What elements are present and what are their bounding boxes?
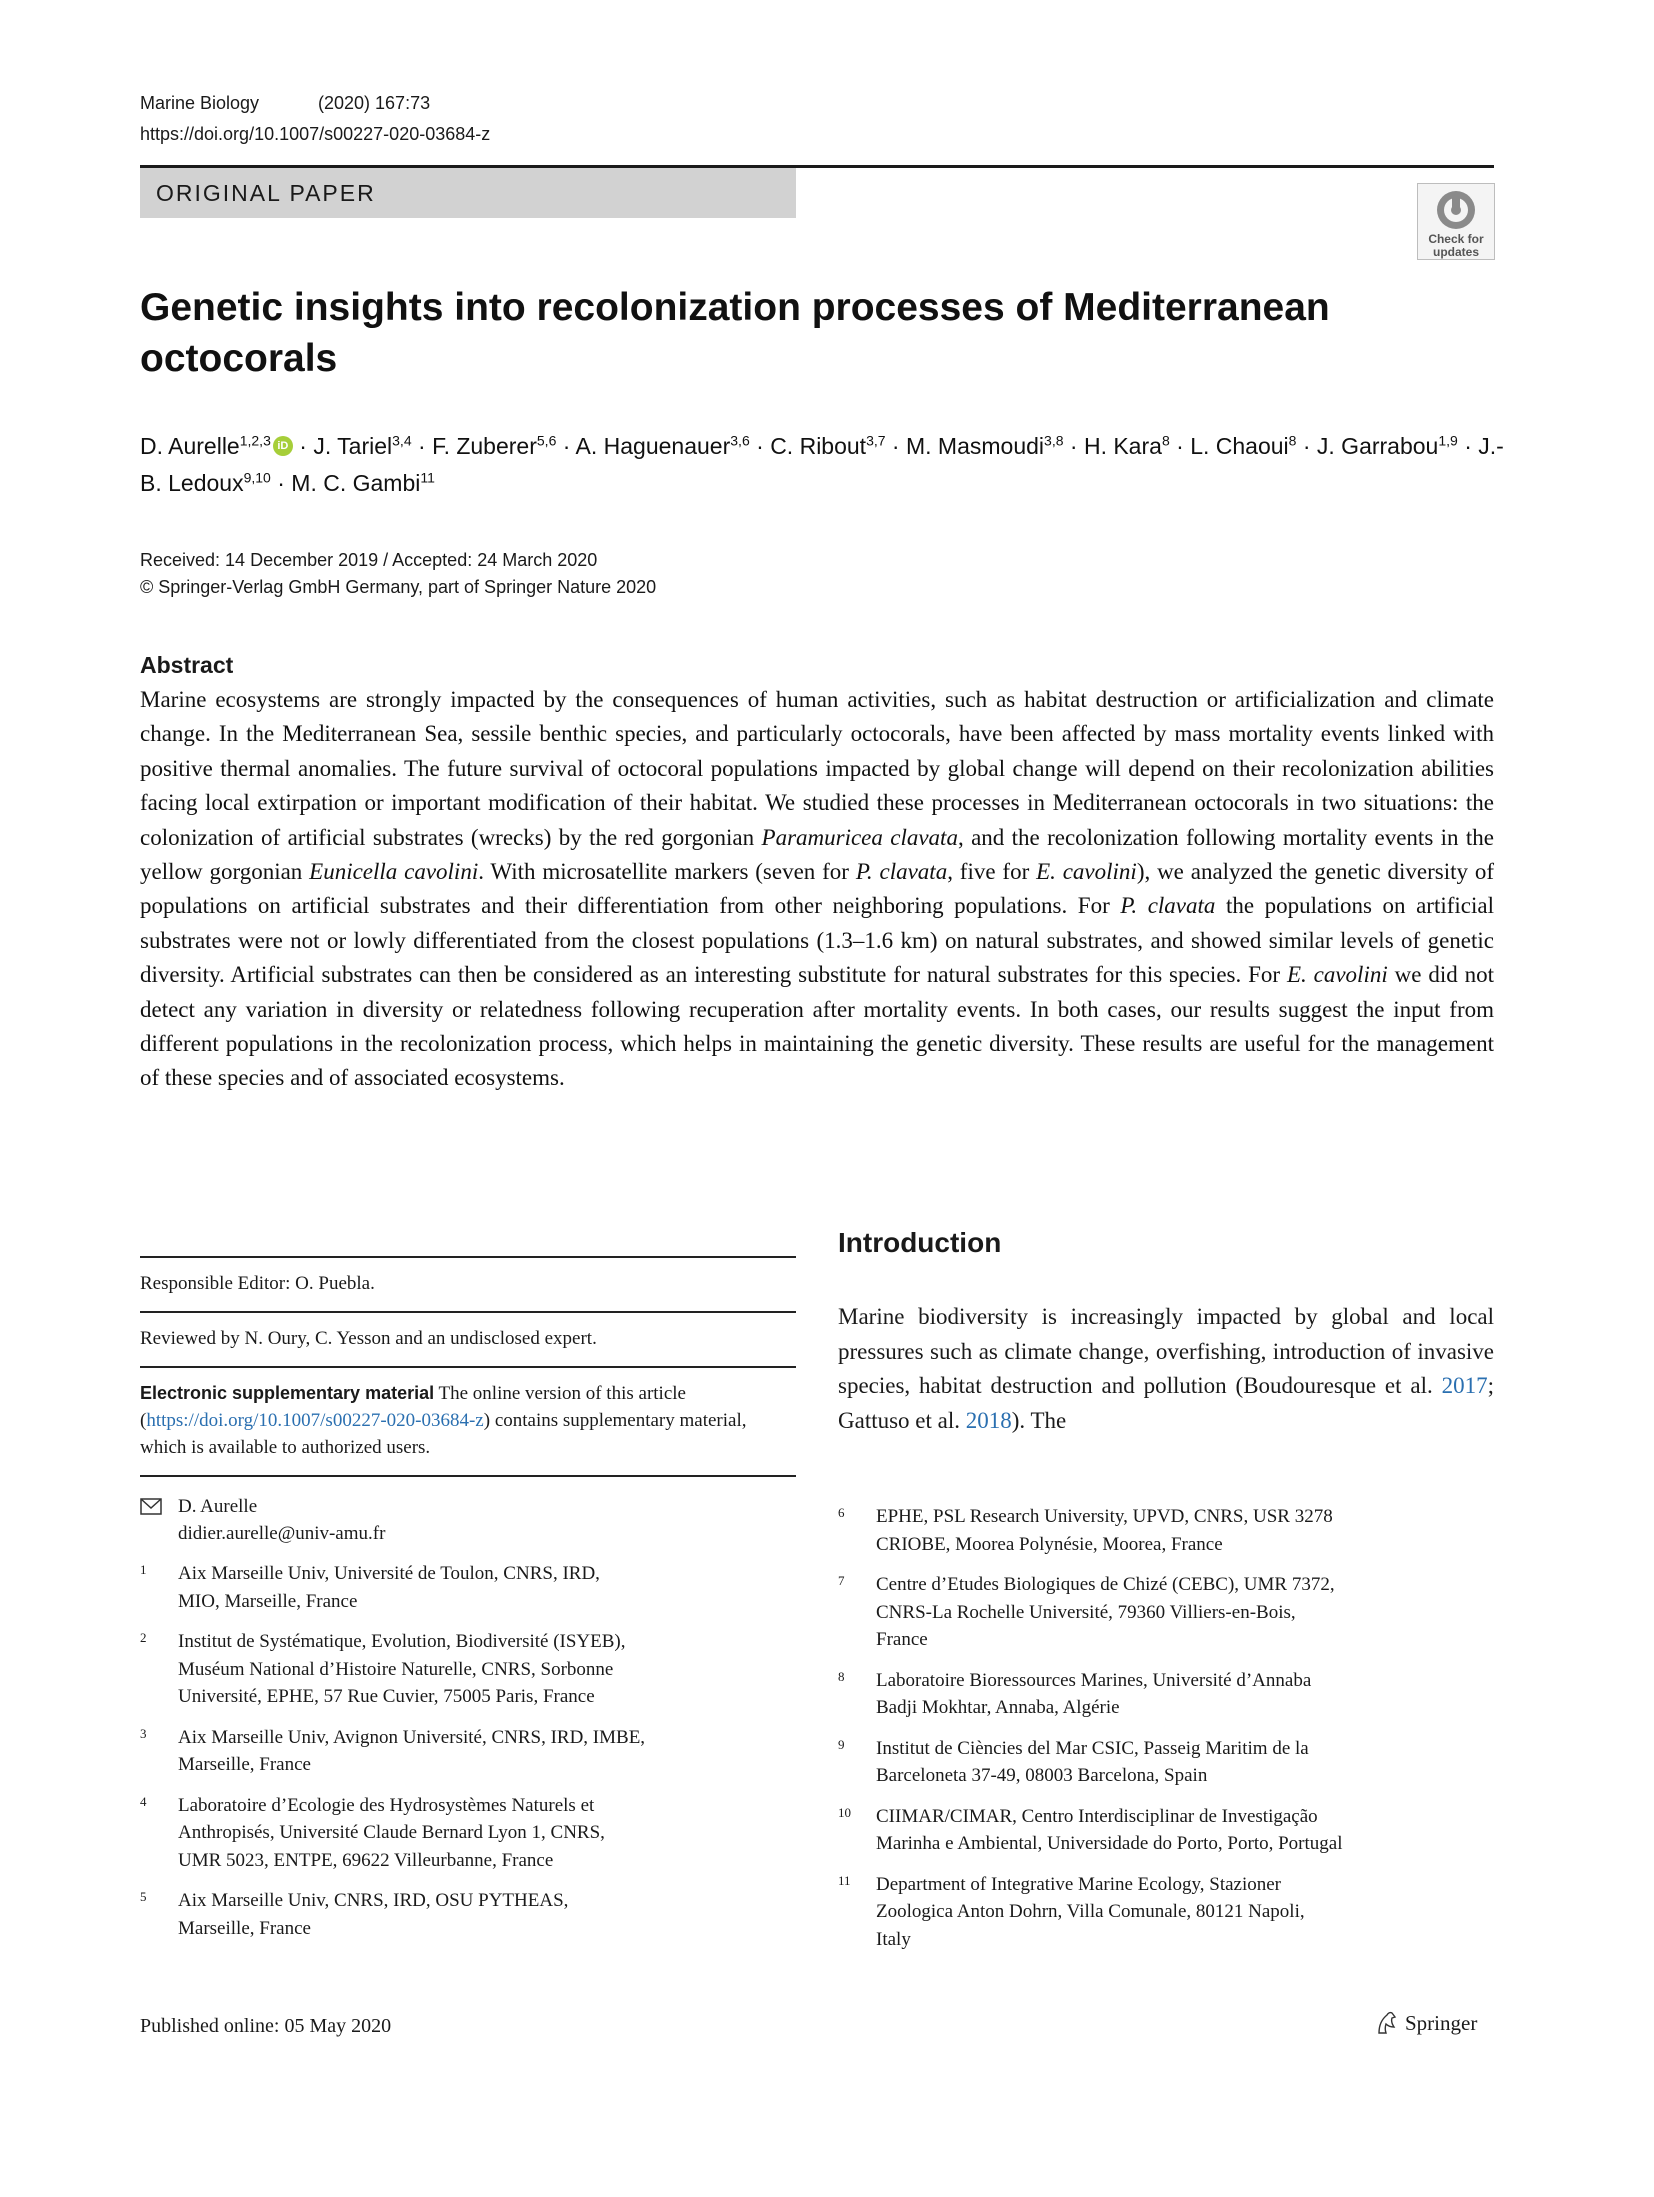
article-title: Genetic insights into recolonization processes of Mediterranean octocorals <box>140 286 1330 380</box>
affiliation <box>838 1571 1494 1654</box>
author-name[interactable]: H. Kara <box>1083 433 1162 459</box>
affiliation-line: Muséum National d’Histoire Naturelle, CNRS, Sorbonne <box>178 1658 614 1680</box>
author-separator: · <box>1169 433 1191 459</box>
affiliation <box>838 1871 1494 1954</box>
contact-email[interactable]: didier.aurelle@univ-amu.fr <box>178 1523 386 1544</box>
author-affiliation-refs: 3,6 <box>730 432 750 449</box>
affiliation <box>838 1803 1494 1858</box>
affiliation-line: Zoologica Anton Dohrn, Villa Comunale, 80121 Napoli, <box>876 1901 1305 1922</box>
affiliation-line: Anthropisés, Université Claude Bernard Lyon 1, CNRS, <box>178 1822 605 1843</box>
affiliation-line: Laboratoire d’Ecologie des Hydrosystèmes Naturels et <box>178 1794 595 1816</box>
left-column <box>140 1256 796 1942</box>
supplementary-material-note: Electronic supplementary material The online version of this article (https://doi.org/10.1007/s00227-020-03684-z) contains supplementary material, which is available to authorized users. <box>140 1383 747 1458</box>
abstract-heading: Abstract <box>140 652 234 678</box>
contact-name: D. Aurelle <box>178 1496 258 1517</box>
author-separator: · <box>411 433 433 459</box>
affiliation-number: 11 <box>838 1872 851 1888</box>
affiliation-number: 4 <box>140 1793 147 1809</box>
published-online: Published online: 05 May 2020 <box>140 2015 392 2037</box>
author-separator: · <box>1457 433 1479 459</box>
affiliation <box>140 1560 796 1615</box>
author-separator: · <box>885 433 906 459</box>
check-for-updates-icon <box>1435 189 1477 231</box>
author-name[interactable]: J. Garrabou <box>1316 433 1439 459</box>
journal-name: Marine Biology <box>140 93 260 113</box>
esm-label: Electronic supplementary material <box>140 1383 435 1403</box>
citation-link[interactable]: 2017 <box>1441 1373 1488 1398</box>
affiliation-line: Marseille, France <box>178 1917 311 1939</box>
affiliation-number: 3 <box>140 1725 147 1741</box>
affiliation-number: 1 <box>140 1562 147 1577</box>
journal-volume: (2020) 167:73 <box>318 93 431 113</box>
article-dates <box>140 547 656 601</box>
note-divider <box>140 1475 796 1477</box>
introduction-body: Marine biodiversity is increasingly impacted by global and local pressures such as climate change, overfishing, introduction of invasive species, habitat destruction and pollution (Boudouresque et al. 2017; Gattuso et al. 2018). The <box>838 1304 1494 1433</box>
affiliation <box>838 1667 1494 1722</box>
author-affiliation-refs: 3,7 <box>866 432 886 449</box>
affiliation-line: MIO, Marseille, France <box>178 1590 358 1612</box>
author-affiliation-refs: 8 <box>1288 432 1297 449</box>
author-name[interactable]: F. Zuberer <box>432 433 537 459</box>
affiliation-line: EPHE, PSL Research University, UPVD, CNRS, USR 3278 <box>876 1506 1333 1527</box>
citation-link[interactable]: 2018 <box>965 1407 1012 1433</box>
affiliation-number: 9 <box>838 1736 845 1752</box>
affiliation-number: 10 <box>838 1804 851 1820</box>
author-affiliation-refs: 5,6 <box>536 432 557 449</box>
author-separator: · <box>1296 433 1317 459</box>
affiliation <box>838 1735 1494 1790</box>
publisher-logo <box>1373 2008 1477 2038</box>
author-separator: · <box>270 470 292 496</box>
affiliation-line: Institut de Ciències del Mar CSIC, Passeig Maritim de la <box>876 1737 1309 1759</box>
author-name[interactable]: D. Aurelle <box>140 433 240 459</box>
author-affiliation-refs: 1,9 <box>1438 432 1458 449</box>
author-list <box>140 428 1520 502</box>
author-name[interactable]: L. Chaoui <box>1190 433 1289 459</box>
esm-link[interactable]: https://doi.org/10.1007/s00227-020-03684-z <box>146 1410 484 1431</box>
author-name[interactable]: J. Tariel <box>313 433 393 459</box>
author-name[interactable]: J.-B. Ledoux <box>140 433 1504 496</box>
affiliation <box>140 1792 796 1875</box>
affiliation-number: 7 <box>838 1573 845 1588</box>
author-affiliation-refs: 11 <box>420 469 435 486</box>
affiliation <box>838 1503 1494 1558</box>
affiliation-number: 2 <box>140 1630 147 1645</box>
copyright: © Springer-Verlag GmbH Germany, part of Springer Nature 2020 <box>140 577 657 597</box>
author-separator: · <box>556 433 576 459</box>
received-accepted: Received: 14 December 2019 / Accepted: 24 March 2020 <box>140 550 598 570</box>
affiliation <box>140 1628 796 1711</box>
affiliation-line: Department of Integrative Marine Ecology, Stazioner <box>876 1873 1282 1895</box>
affiliation-line: Marinha e Ambiental, Universidade do Porto, Porto, Portugal <box>876 1833 1343 1854</box>
affiliation-line: Aix Marseille Univ, CNRS, IRD, OSU PYTHEAS, <box>178 1890 569 1911</box>
paper-type-banner: ORIGINAL PAPER <box>140 168 796 218</box>
author-separator: · <box>1063 433 1084 459</box>
springer-horse-icon <box>1373 2009 1401 2037</box>
check-for-updates-line1: Check for <box>1428 232 1484 246</box>
author-name[interactable]: A. Haguenauer <box>575 433 731 459</box>
author-affiliation-refs: 1,2,3 <box>239 432 271 449</box>
affiliation-line: Laboratoire Bioressources Marines, Université d’Annaba <box>876 1669 1312 1691</box>
author-affiliation-refs: 3,4 <box>392 432 412 449</box>
orcid-icon[interactable] <box>273 436 293 456</box>
affiliations-right <box>838 1490 1494 1953</box>
author-separator: · <box>292 433 314 459</box>
affiliation-line: CRIOBE, Moorea Polynésie, Moorea, France <box>876 1533 1223 1555</box>
affiliation-line: Université, EPHE, 57 Rue Cuvier, 75005 Paris, France <box>178 1686 595 1707</box>
author-affiliation-refs: 8 <box>1161 432 1170 449</box>
affiliation-line: Barceloneta 37-49, 08003 Barcelona, Spain <box>876 1765 1208 1786</box>
article-doi[interactable]: https://doi.org/10.1007/s00227-020-03684-z <box>140 124 491 144</box>
affiliation-line: Centre d’Etudes Biologiques de Chizé (CEBC), UMR 7372, <box>876 1574 1335 1595</box>
affiliation-line: Italy <box>876 1928 911 1950</box>
introduction-heading: Introduction <box>838 1227 1002 1258</box>
affiliation-line: Institut de Systématique, Evolution, Biodiversité (ISYEB), <box>178 1631 626 1652</box>
abstract-body: Marine ecosystems are strongly impacted by the consequences of human activities, such as habitat destruction or artificialization and climate change. In the Mediterranean Sea, sessile benthic species, and particularly octocorals, have been affected by mass mortality events linked with positive thermal anomalies. The future survival of octocoral populations impacted by global change will depend on their recolonization abilities facing local extirpation or important modification of their habitat. We studied these processes in Mediterranean octocorals in two situations: the colonization of artificial substrates (wrecks) by the red gorgonian Paramuricea clavata, and the recolonization following mortality events in the yellow gorgonian Eunicella cavolini. With microsatellite markers (seven for P. clavata, five for E. cavolini), we analyzed the genetic diversity of populations on artificial substrates and their differentiation from other neighboring populations. For P. clavata the populations on artificial substrates were not or lowly differentiated from the closest populations (1.3–1.6 km) on natural substrates, and showed similar levels of genetic diversity. Artificial substrates can then be considered as an interesting substitute for natural substrates for this species. For E. cavolini we did not detect any variation in diversity or relatedness following recuperation after mortality events. In both cases, our results suggest the input from different populations in the recolonization process, which helps in maintaining the genetic diversity. These results are useful for the management of these species and of associated ecosystems. <box>140 687 1494 1091</box>
author-name[interactable]: M. Masmoudi <box>905 433 1045 459</box>
affiliation-line: Marseille, France <box>178 1754 311 1775</box>
affiliation <box>140 1887 796 1942</box>
author-affiliation-refs: 3,8 <box>1044 432 1064 449</box>
affiliation-line: CNRS-La Rochelle Université, 79360 Villiers-en-Bois, <box>876 1601 1296 1623</box>
publisher-name: Springer <box>1405 2011 1478 2035</box>
check-for-updates-line2: updates <box>1432 245 1479 259</box>
affiliation-number: 8 <box>838 1668 845 1684</box>
affiliation-number: 6 <box>838 1505 845 1520</box>
affiliation-number: 5 <box>140 1889 147 1904</box>
corresponding-author <box>140 1493 796 1547</box>
affiliation-line: Badji Mokhtar, Annaba, Algérie <box>876 1697 1120 1718</box>
affiliations-left <box>140 1560 796 1942</box>
affiliation-line: Aix Marseille Univ, Avignon Université, CNRS, IRD, IMBE, <box>178 1726 646 1748</box>
author-name[interactable]: C. Ribout <box>770 433 867 459</box>
affiliation-line: CIIMAR/CIMAR, Centro Interdisciplinar de Investigação <box>876 1805 1318 1827</box>
affiliation-line: France <box>876 1629 928 1650</box>
responsible-editor: Responsible Editor: O. Puebla. <box>140 1273 375 1294</box>
reviewers: Reviewed by N. Oury, C. Yesson and an undisclosed expert. <box>140 1328 597 1349</box>
author-affiliation-refs: 9,10 <box>243 469 271 486</box>
affiliation-line: Aix Marseille Univ, Université de Toulon, CNRS, IRD, <box>178 1563 600 1584</box>
affiliation <box>140 1724 796 1779</box>
mail-icon <box>140 1498 162 1515</box>
affiliation-line: UMR 5023, ENTPE, 69622 Villeurbanne, France <box>178 1849 554 1871</box>
author-name[interactable]: M. C. Gambi <box>291 470 421 496</box>
journal-header <box>140 88 490 150</box>
author-separator: · <box>749 433 771 459</box>
check-for-updates-button[interactable] <box>1417 183 1495 260</box>
